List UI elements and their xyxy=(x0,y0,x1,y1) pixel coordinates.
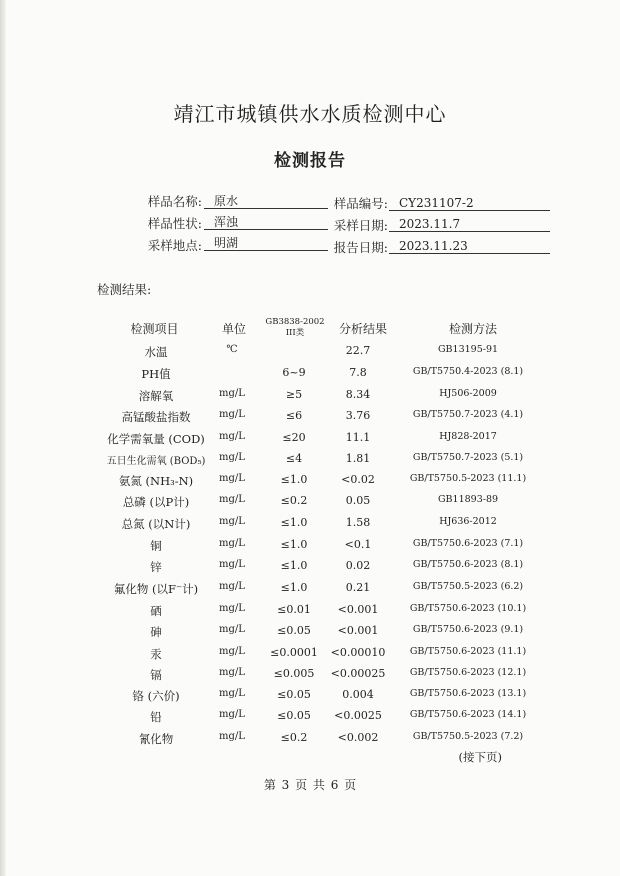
row-standard: ≤0.01 xyxy=(277,603,311,616)
row-item: 铅 xyxy=(150,710,162,724)
row-result: <0.02 xyxy=(341,473,375,486)
row-item: 化学需氧量 (COD) xyxy=(107,432,205,446)
report-subtitle: 检测报告 xyxy=(274,151,346,171)
sample-state-label: 样品性状: xyxy=(147,216,202,231)
row-unit: mg/L xyxy=(219,688,245,699)
row-item: 镉 xyxy=(150,668,162,682)
results-label: 检测结果: xyxy=(97,282,152,297)
row-result: <0.00010 xyxy=(330,646,386,659)
table-row xyxy=(0,516,620,536)
table-row xyxy=(0,473,620,493)
row-result: 7.8 xyxy=(349,366,367,379)
row-standard: 6~9 xyxy=(282,366,306,379)
row-result: 22.7 xyxy=(345,344,371,357)
row-item: 水温 xyxy=(144,345,168,359)
header-standard-line1: GB3838-2002 xyxy=(265,317,325,327)
row-method: HJ636-2012 xyxy=(439,516,497,527)
row-method: GB/T5750.6-2023 (12.1) xyxy=(409,667,527,678)
row-unit: mg/L xyxy=(219,624,245,635)
header-method: 检测方法 xyxy=(448,322,497,336)
page-number: 第 3 页 共 6 页 xyxy=(263,778,357,792)
row-standard: ≤1.0 xyxy=(280,559,308,572)
row-standard: ≤0.2 xyxy=(280,731,308,744)
row-method: GB/T5750.6-2023 (13.1) xyxy=(409,688,527,699)
row-standard: ≤0.05 xyxy=(277,709,311,722)
row-result: 0.05 xyxy=(345,494,371,507)
table-row xyxy=(0,494,620,514)
table-row xyxy=(0,581,620,601)
table-row xyxy=(0,431,620,451)
sample-id-value: CY231107-2 xyxy=(389,195,550,211)
row-unit: mg/L xyxy=(219,473,245,484)
header-standard-line2: III类 xyxy=(285,328,305,338)
row-result: <0.002 xyxy=(337,731,379,744)
row-item: 五日生化需氧 (BOD₅) xyxy=(106,456,206,467)
row-method: GB/T5750.7-2023 (4.1) xyxy=(412,409,524,420)
row-result: 1.58 xyxy=(345,516,371,529)
sample-name-value: 原水 xyxy=(204,193,328,209)
row-item: 铜 xyxy=(150,539,162,553)
report-date-label: 报告日期: xyxy=(333,240,388,255)
row-item: PH值 xyxy=(141,367,171,381)
row-standard: ≤20 xyxy=(282,431,306,444)
row-method: GB/T5750.6-2023 (11.1) xyxy=(409,646,527,657)
row-item: 氨氮 (NH₃-N) xyxy=(118,474,194,488)
row-result: <0.0025 xyxy=(334,709,382,722)
continued-note: (接下页) xyxy=(458,750,502,764)
sampling-date-label: 采样日期: xyxy=(333,218,388,233)
row-result: 0.004 xyxy=(342,688,374,701)
row-method: GB11893-89 xyxy=(437,494,499,505)
row-result: 8.34 xyxy=(345,388,371,401)
row-result: <0.001 xyxy=(337,603,379,616)
sample-state-value: 浑浊 xyxy=(204,214,328,230)
row-item: 汞 xyxy=(150,647,162,661)
table-row xyxy=(0,409,620,429)
row-item: 锌 xyxy=(150,560,162,574)
row-method: HJ506-2009 xyxy=(439,388,497,399)
header-item: 检测项目 xyxy=(130,322,179,336)
row-item: 高锰酸盐指数 xyxy=(121,410,191,424)
row-unit: mg/L xyxy=(219,559,245,570)
page-title: 靖江市城镇供水水质检测中心 xyxy=(173,102,447,126)
row-method: GB/T5750.5-2023 (7.2) xyxy=(412,731,524,742)
row-standard: ≤1.0 xyxy=(280,538,308,551)
row-item: 总氮 (以N计) xyxy=(121,517,191,531)
row-item: 溶解氧 xyxy=(138,389,174,403)
row-unit: mg/L xyxy=(219,388,245,399)
row-result: 0.21 xyxy=(345,581,371,594)
row-unit: mg/L xyxy=(219,538,245,549)
row-method: GB/T5750.6-2023 (9.1) xyxy=(412,624,524,635)
sampling-date-value: 2023.11.7 xyxy=(389,216,550,232)
row-method: GB/T5750.5-2023 (6.2) xyxy=(412,581,524,592)
row-standard: ≤0.005 xyxy=(273,667,315,680)
row-unit: mg/L xyxy=(219,646,245,657)
row-method: GB/T5750.5-2023 (11.1) xyxy=(409,473,527,484)
row-method: GB/T5750.7-2023 (5.1) xyxy=(412,452,524,463)
table-row xyxy=(0,344,620,364)
row-standard: ≤0.05 xyxy=(277,688,311,701)
row-standard: ≤1.0 xyxy=(280,516,308,529)
table-row xyxy=(0,688,620,708)
row-standard: ≤0.05 xyxy=(277,624,311,637)
row-method: GB/T5750.6-2023 (10.1) xyxy=(409,603,527,614)
table-row xyxy=(0,646,620,666)
table-row xyxy=(0,603,620,623)
row-method: GB/T5750.4-2023 (8.1) xyxy=(412,366,524,377)
row-standard: ≥5 xyxy=(285,388,303,401)
row-item: 氟化物 (以F⁻计) xyxy=(113,582,199,596)
table-row xyxy=(0,388,620,408)
row-unit: mg/L xyxy=(219,431,245,442)
row-result: 1.81 xyxy=(345,452,371,465)
table-row xyxy=(0,452,620,472)
row-unit: mg/L xyxy=(219,452,245,463)
row-method: GB/T5750.6-2023 (14.1) xyxy=(409,709,527,720)
row-item: 硒 xyxy=(150,604,162,618)
row-unit: mg/L xyxy=(219,709,245,720)
report-date-value: 2023.11.23 xyxy=(389,238,550,254)
row-result: <0.00025 xyxy=(330,667,386,680)
sampling-site-value: 明湖 xyxy=(204,235,328,251)
table-row xyxy=(0,731,620,751)
row-item: 氰化物 xyxy=(138,732,174,746)
row-result: 3.76 xyxy=(345,409,371,422)
header-result: 分析结果 xyxy=(338,322,387,336)
header-unit: 单位 xyxy=(221,322,246,336)
row-unit: mg/L xyxy=(219,516,245,527)
row-unit: mg/L xyxy=(219,731,245,742)
row-standard: ≤0.0001 xyxy=(270,646,318,659)
row-item: 铬 (六价) xyxy=(132,689,180,703)
row-result: 0.02 xyxy=(345,559,371,572)
table-row xyxy=(0,667,620,687)
row-standard: ≤0.2 xyxy=(280,494,308,507)
row-standard: ≤6 xyxy=(285,409,303,422)
row-method: GB/T5750.6-2023 (8.1) xyxy=(412,559,524,570)
row-item: 总磷 (以P计) xyxy=(122,495,190,509)
row-unit: mg/L xyxy=(219,667,245,678)
table-row xyxy=(0,624,620,644)
row-method: HJ828-2017 xyxy=(439,431,497,442)
row-unit: mg/L xyxy=(219,603,245,614)
row-unit: mg/L xyxy=(219,494,245,505)
header-standard xyxy=(258,317,332,339)
row-method: GB/T5750.6-2023 (7.1) xyxy=(412,538,524,549)
table-row xyxy=(0,538,620,558)
row-unit: ℃ xyxy=(226,344,238,355)
row-standard: ≤1.0 xyxy=(280,581,308,594)
row-result: 11.1 xyxy=(345,431,371,444)
row-result: <0.1 xyxy=(344,538,372,551)
table-row xyxy=(0,366,620,386)
row-result: <0.001 xyxy=(337,624,379,637)
table-row xyxy=(0,559,620,579)
row-unit: mg/L xyxy=(219,581,245,592)
sample-id-label: 样品编号: xyxy=(333,196,388,211)
row-item: 砷 xyxy=(150,625,162,639)
sample-name-label: 样品名称: xyxy=(147,194,202,209)
row-unit: mg/L xyxy=(219,409,245,420)
sampling-site-label: 采样地点: xyxy=(147,238,202,253)
row-standard: ≤4 xyxy=(285,452,303,465)
row-method: GB13195-91 xyxy=(437,344,499,355)
table-row xyxy=(0,709,620,729)
row-standard: ≤1.0 xyxy=(280,473,308,486)
